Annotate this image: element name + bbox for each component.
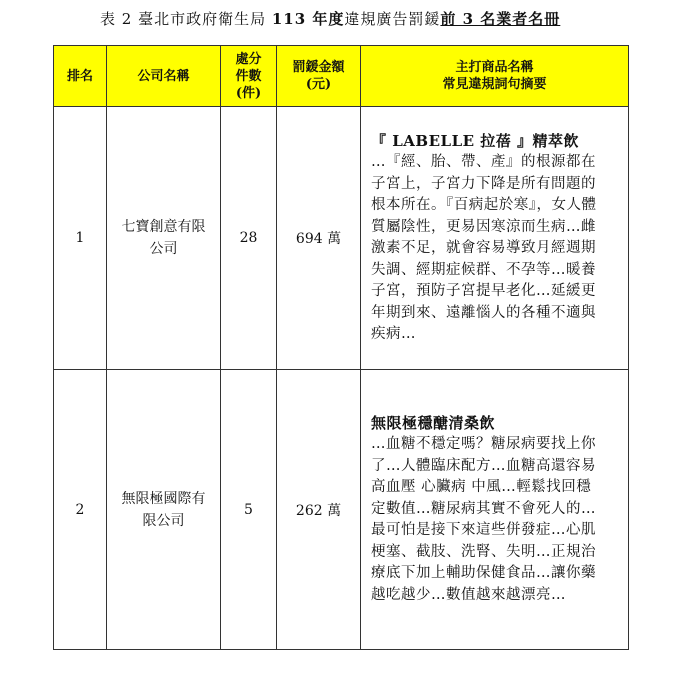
header-product-line: 主打商品名稱	[455, 60, 534, 75]
cases-cell: 28	[221, 107, 277, 370]
caption-prefix: 表 2 臺北市政府衛生局	[100, 10, 272, 28]
caption-suffix: 前 3 名業者名冊	[440, 10, 561, 28]
description-line: 高血壓 心臟病 中風…輕鬆找回穩	[371, 479, 592, 496]
caption-middle: 違規廣告罰鍰	[344, 10, 441, 28]
header-rank: 排名	[54, 46, 107, 107]
description-line: 年期到來、遠離惱人的各種不適與	[371, 304, 596, 321]
header-cases-line: (件)	[235, 85, 262, 101]
company-line: 公司	[149, 241, 178, 257]
header-fine	[277, 46, 361, 107]
penalty-table	[53, 45, 629, 650]
description-cell	[361, 107, 629, 370]
company-line: 限公司	[142, 512, 185, 529]
description-line: …血糖不穩定嗎？糖尿病要找上你	[371, 436, 596, 453]
description-line: 子宮上，子宮力下降是所有問題的	[371, 175, 596, 192]
description-line: …『經、胎、帶、產』的根源都在	[371, 154, 596, 170]
description-line: 療底下加上輔助保健食品…讓你藥	[371, 565, 596, 582]
product-name: 無限極穩醣清桑飲	[371, 413, 496, 432]
description-line: 質屬陰性，更易因寒涼而生病…雌	[371, 218, 596, 235]
table-caption	[100, 8, 560, 29]
description-line: 越吃越少…數值越來越漂亮…	[371, 586, 566, 603]
caption-year: 113 年度	[271, 10, 345, 28]
header-fine-line: (元)	[305, 77, 332, 92]
header-cases	[221, 46, 277, 107]
header-cases-line: 處分	[235, 51, 262, 67]
header-cases-line: 件數	[235, 68, 262, 84]
cases-cell: 5	[221, 370, 277, 650]
header-company: 公司名稱	[107, 46, 221, 107]
company-line: 無限極國際有	[121, 490, 206, 507]
fine-cell: 694 萬	[277, 107, 361, 370]
fine-cell: 262 萬	[277, 370, 361, 650]
description-line: 激素不足，就會容易導致月經週期	[371, 240, 596, 256]
company-cell	[107, 107, 221, 370]
table-row	[54, 370, 629, 650]
header-fine-line: 罰鍰金額	[292, 60, 345, 75]
header-row	[54, 46, 629, 107]
header-product-line: 常見違規詞句摘要	[442, 77, 547, 92]
product-name: 『 LABELLE 拉蓓 』精萃飲	[371, 131, 579, 150]
rank-cell: 2	[54, 370, 107, 650]
description-line: 定數值…糖尿病其實不會死人的…	[371, 500, 596, 517]
description-line: 失調、經期症候群、不孕等…暖養	[371, 261, 596, 278]
description-line: 梗塞、截肢、洗腎、失明…正規治	[371, 543, 596, 560]
rank-cell: 1	[54, 107, 107, 370]
description-line: 了…人體臨床配方…血糖高還容易	[371, 457, 596, 474]
table-row	[54, 107, 629, 370]
header-product	[361, 46, 629, 107]
description-line: 最可怕是接下來這些併發症…心肌	[371, 522, 596, 539]
company-line: 七寶創意有限	[121, 219, 206, 235]
description-cell	[361, 370, 629, 650]
description-line: 疾病…	[371, 326, 416, 342]
description-line: 子宮，預防子宮提早老化…延緩更	[371, 283, 596, 299]
description-line: 根本所在。『百病起於寒』，女人體	[371, 197, 597, 213]
company-cell	[107, 370, 221, 650]
